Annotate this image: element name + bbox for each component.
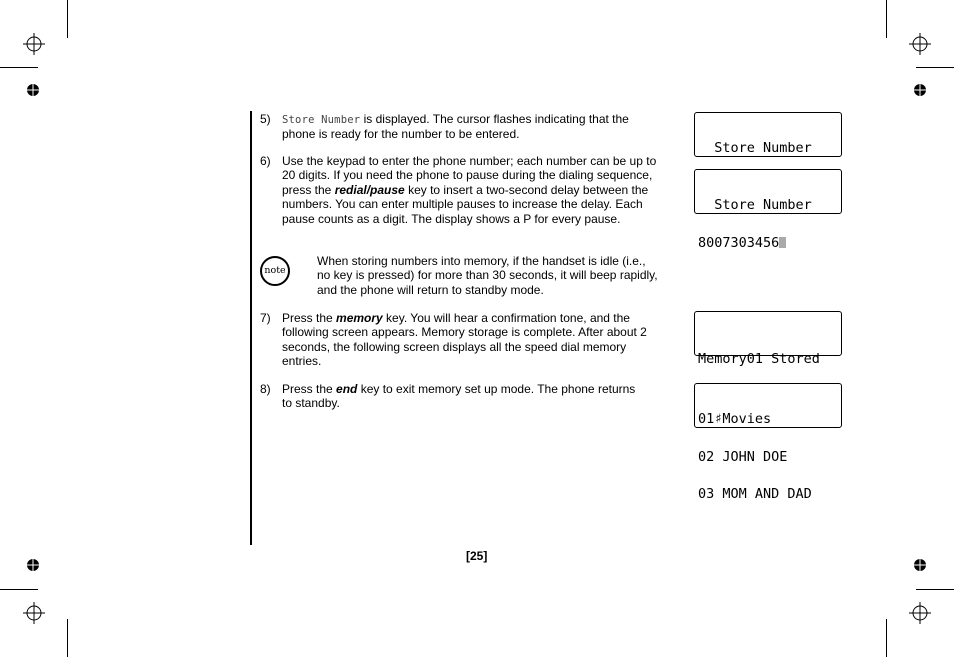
step-text-line: seconds, the following screen displays all the speed dial memory <box>282 339 627 354</box>
crop-mark <box>0 589 38 590</box>
crop-mark <box>67 0 68 38</box>
lcd-inline-text: Store Number <box>282 114 361 126</box>
key-name: redial/pause <box>334 182 405 197</box>
lcd-line-text: 8007303456 <box>698 234 780 251</box>
step-text-line: is displayed. The cursor flashes indicating that the <box>360 112 629 126</box>
registration-mark-icon <box>909 602 931 624</box>
note-line: no key is pressed) for more than 30 seconds, it will beep rapidly, <box>317 268 658 283</box>
registration-mark-icon <box>23 602 45 624</box>
lcd-line: Store Number <box>698 197 812 213</box>
registration-dot-icon <box>26 558 40 572</box>
step-text-line: phone is ready for the number to be entered. <box>282 127 520 142</box>
step-text-line: Press the <box>282 382 337 396</box>
registration-mark-icon <box>23 33 45 55</box>
lcd-screen-store-number <box>694 112 842 157</box>
crop-mark <box>886 619 887 657</box>
registration-dot-icon <box>913 558 927 572</box>
crop-mark <box>916 589 954 590</box>
crop-mark <box>0 67 38 68</box>
step-6 <box>260 154 690 229</box>
lcd-line: Memory01 Stored <box>698 351 820 367</box>
step-text-line: following screen appears. Memory storage is complete. After about 2 <box>282 325 647 340</box>
lcd-line: 02 JOHN DOE <box>698 448 788 465</box>
lcd-screen-memory-stored <box>694 311 842 367</box>
step-text-line: press the <box>282 182 335 197</box>
note-line: When storing numbers into memory, if the handset is idle (i.e., <box>317 254 646 268</box>
lcd-line: 01♯Movies <box>698 411 772 427</box>
registration-mark-icon <box>909 33 931 55</box>
lcd-line: 03 MOM AND DAD <box>698 486 812 502</box>
step-text-line: numbers. You can enter multiple pauses to increase the delay. Each <box>282 197 643 212</box>
step-8 <box>260 382 680 412</box>
step-number: 6) <box>260 154 271 168</box>
step-5 <box>260 112 680 142</box>
step-text-line: key to exit memory set up mode. The phone returns <box>357 382 636 396</box>
step-text-line: pause counts as a digit. The display shows a P for every pause. <box>282 211 621 226</box>
step-number: 7) <box>260 311 271 325</box>
step-7 <box>260 311 680 371</box>
step-text-line: to standby. <box>282 396 340 411</box>
lcd-line <box>698 234 841 251</box>
step-text <box>282 154 656 226</box>
crop-mark <box>67 619 68 657</box>
step-number: 5) <box>260 112 271 126</box>
registration-dot-icon <box>26 83 40 97</box>
note-text <box>317 254 658 297</box>
cursor-icon <box>779 237 786 248</box>
crop-mark <box>916 67 954 68</box>
lcd-screen-number-entry <box>694 169 842 251</box>
page-number: [25] <box>466 549 488 563</box>
step-number: 8) <box>260 382 271 396</box>
step-text-line: Press the <box>282 311 337 325</box>
registration-dot-icon <box>913 83 927 97</box>
step-text-line: 20 digits. If you need the phone to pause during the dialing sequence, <box>282 168 653 183</box>
step-text-line: entries. <box>282 354 322 369</box>
note-line: and the phone will return to standby mode. <box>317 282 544 297</box>
step-text-line: key to insert a two-second delay between the <box>404 182 649 197</box>
crop-mark <box>886 0 887 38</box>
note-icon: note <box>260 256 290 286</box>
lcd-line: Store Number <box>698 140 812 156</box>
step-text <box>282 112 629 142</box>
step-text <box>282 382 635 411</box>
key-name: end <box>336 382 358 396</box>
step-text-line: key. You will hear a confirmation tone, and the <box>382 311 630 325</box>
lcd-screen-speed-dial-list <box>694 383 842 502</box>
key-name: memory <box>336 311 383 325</box>
step-text-line: Use the keypad to enter the phone number; each number can be up to <box>282 154 657 168</box>
margin-rule <box>250 111 252 545</box>
step-text <box>282 311 647 369</box>
